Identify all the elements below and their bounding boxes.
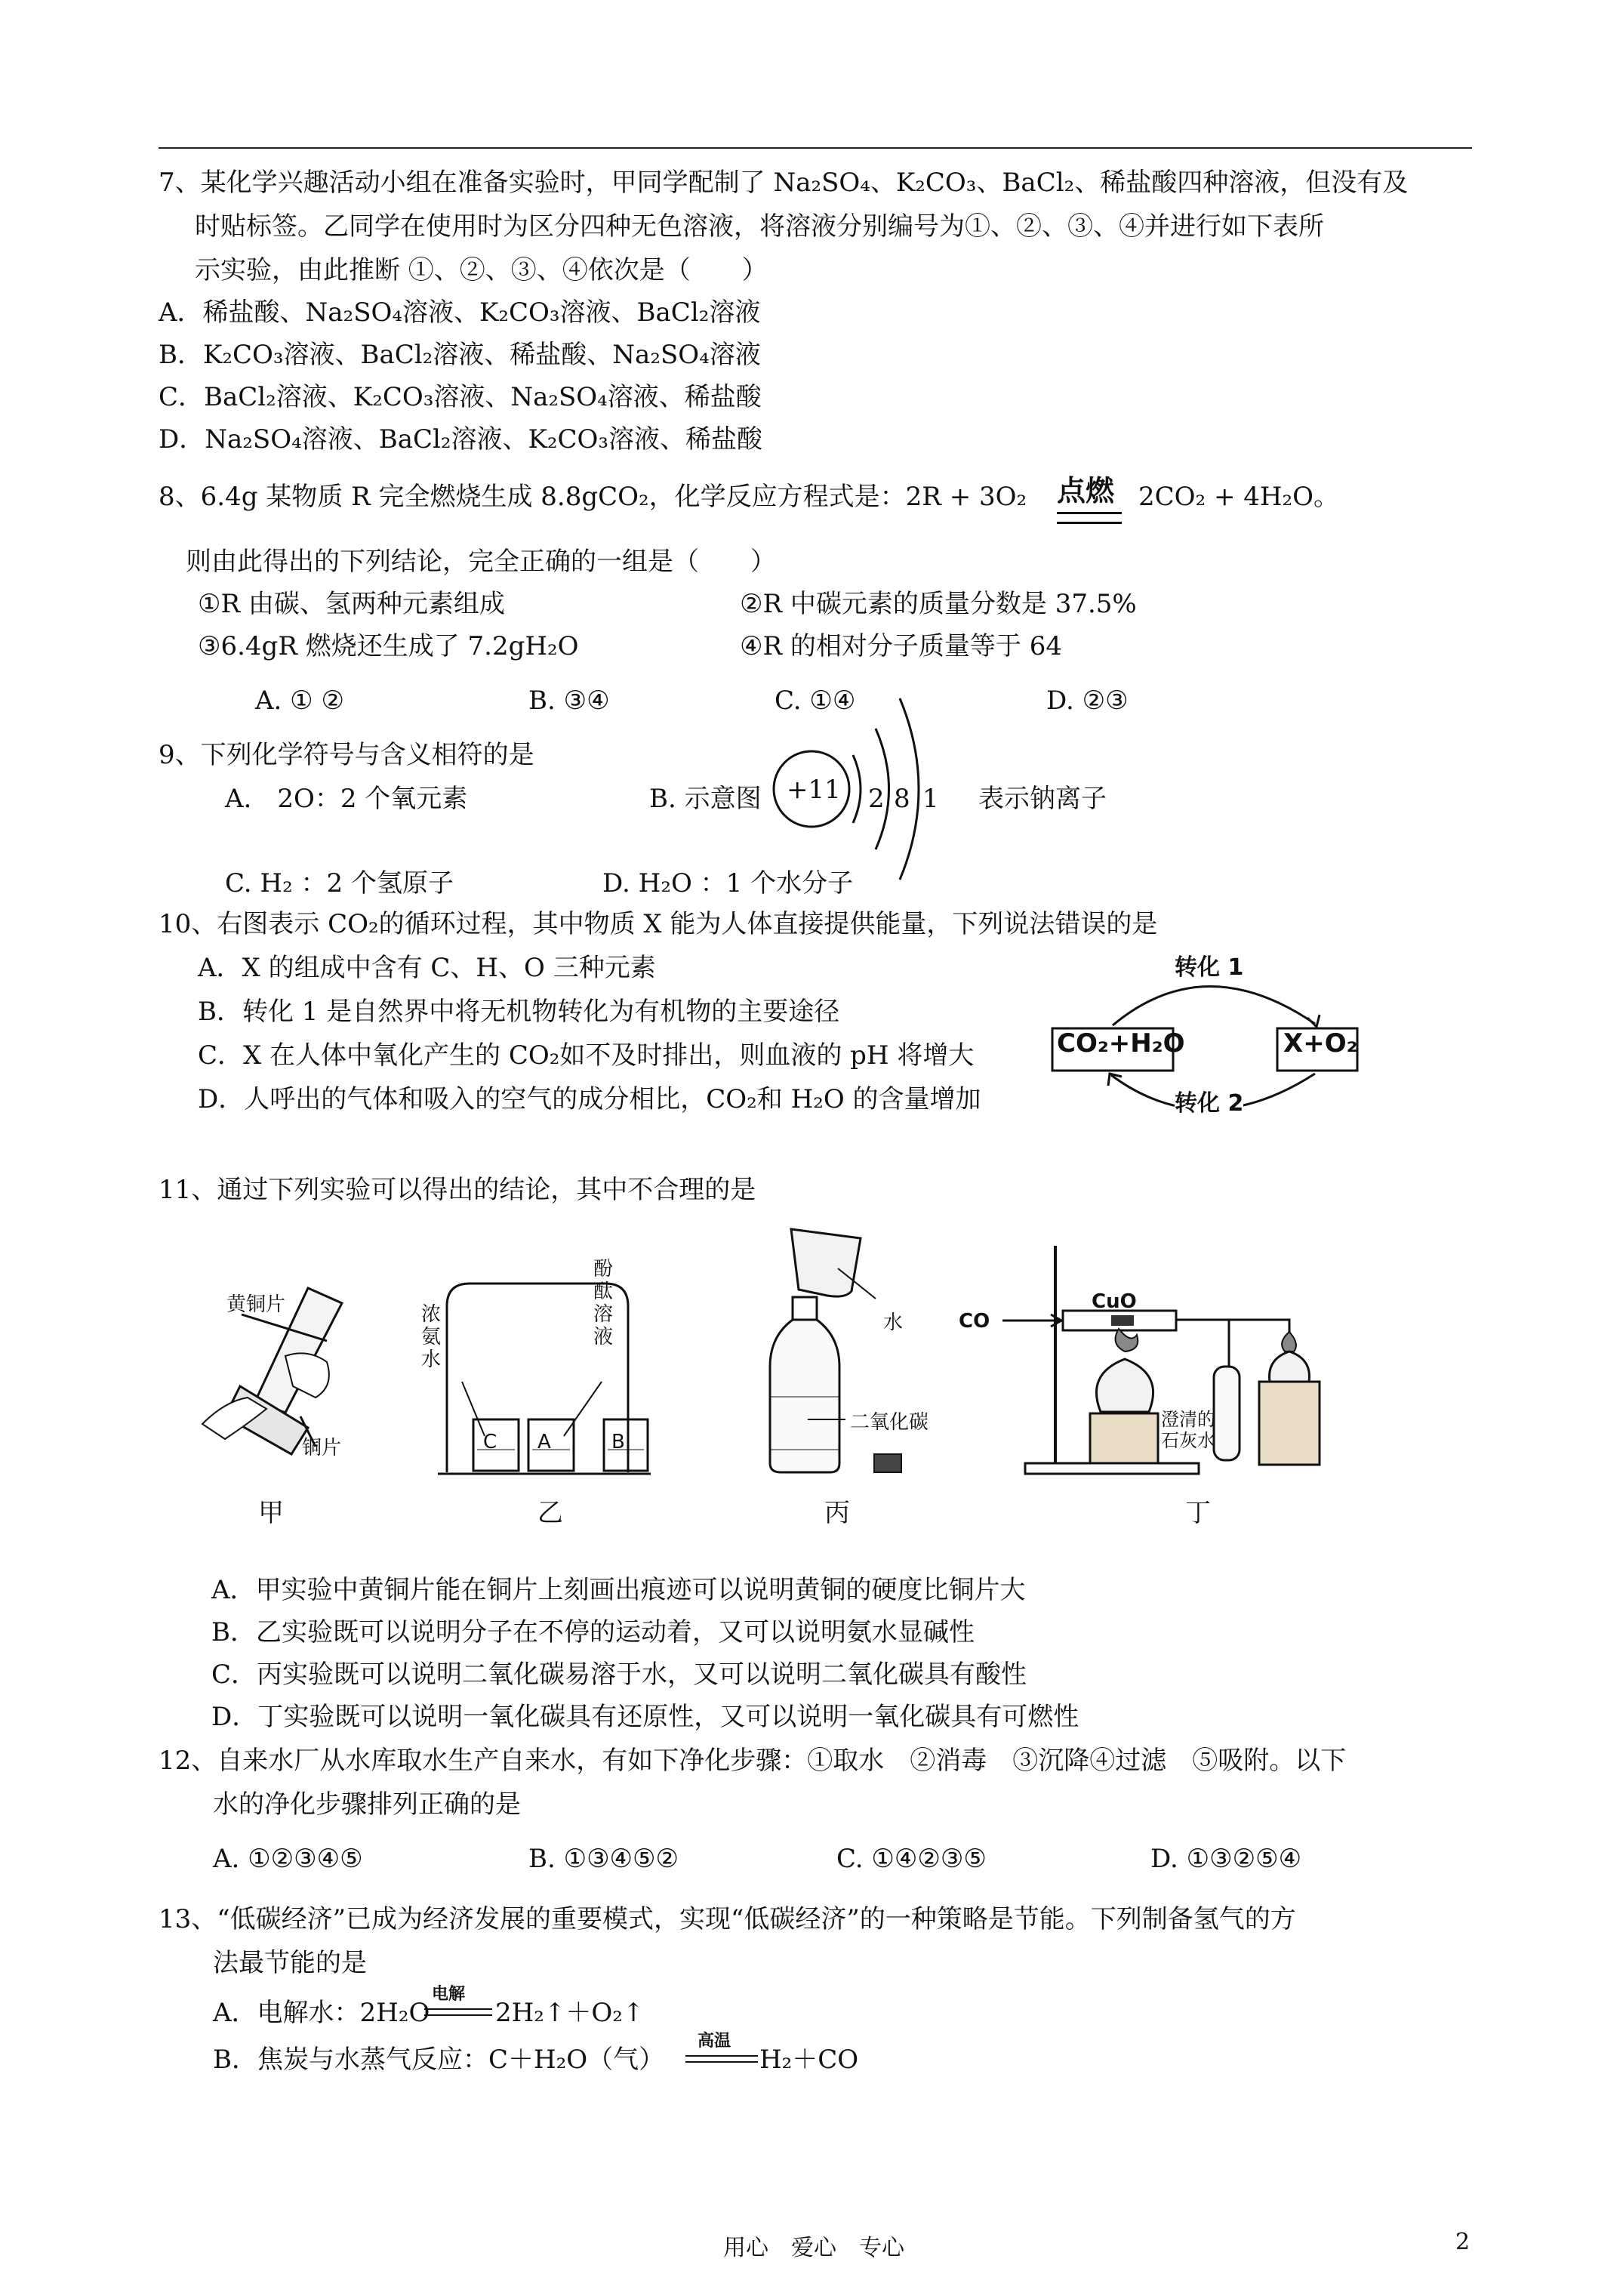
q9-option-a: A. 2O：2 个氧元素	[225, 784, 468, 814]
water-beaker	[791, 1229, 861, 1296]
q11-stem: 11、通过下列实验可以得出的结论，其中不合理的是	[159, 1175, 756, 1205]
q12-option-b: B. ①③④⑤②	[528, 1844, 679, 1874]
q12-stem-line1: 12、自来水厂从水库取水生产自来水，有如下净化步骤：①取水 ②消毒 ③沉降④过滤 ⑤吸附。以下	[159, 1746, 1347, 1776]
nucleus-charge: +11	[787, 775, 841, 805]
q8-conclusion-3: ③6.4gR 燃烧还生成了 7.2gH₂O	[198, 631, 579, 661]
q13-stem-line2: 法最节能的是	[213, 1948, 367, 1978]
q12-option-c: C. ①④②③⑤	[836, 1844, 987, 1874]
q9-option-b-prefix: B. 示意图	[649, 784, 762, 814]
q10-stem: 10、右图表示 CO₂的循环过程，其中物质 X 能为人体直接提供能量，下列说法错误的是	[159, 909, 1158, 939]
q13-option-a-condition: 电解	[432, 1985, 466, 2004]
fig-bing-water-label: 水	[883, 1311, 904, 1334]
fig-yi-phenolphthalein-label: 酚酞溶液	[593, 1258, 614, 1348]
cycle-right-label: X+O₂	[1283, 1028, 1358, 1059]
fig-bing-co2-bottle	[755, 1223, 936, 1480]
cycle-bottom-label: 转化 2	[1175, 1087, 1243, 1120]
cycle-top-arrowhead	[1307, 1015, 1320, 1027]
q9-option-d: D. H₂O ：1 个水分子	[602, 868, 854, 898]
q11-option-a: A．甲实验中黄铜片能在铜片上刻画出痕迹可以说明黄铜的硬度比铜片大	[211, 1575, 1026, 1605]
fig-yi-beaker-c-label: C	[483, 1431, 497, 1453]
iron-stand-base	[1025, 1463, 1199, 1474]
phenolphthalein-pointer	[564, 1382, 602, 1436]
fig-ding-limewater-label: 澄清的石灰水	[1161, 1409, 1215, 1451]
fig-yi-beaker-a-label: A	[537, 1431, 551, 1453]
q7-option-a: A．稀盐酸、Na₂SO₄溶液、K₂CO₃溶液、BaCl₂溶液	[159, 297, 761, 328]
alcohol-lamp	[1096, 1359, 1153, 1412]
beaker-a	[528, 1419, 574, 1471]
q7-option-c: C．BaCl₂溶液、K₂CO₃溶液、Na₂SO₄溶液、稀盐酸	[159, 382, 762, 412]
q11-option-d: D．丁实验既可以说明一氧化碳具有还原性，又可以说明一氧化碳具有可燃性	[211, 1702, 1079, 1732]
fig-yi-beaker-b-label: B	[611, 1431, 625, 1453]
q8-option-d: D. ②③	[1046, 686, 1129, 716]
q7-stem-line1: 7、某化学兴趣活动小组在准备实验时，甲同学配制了 Na₂SO₄、K₂CO₃、BaCl₂、稀盐酸四种溶液，但没有及	[159, 168, 1409, 198]
q13-option-a-equals	[424, 2008, 492, 2016]
fig-jia-brass-label: 黄铜片	[226, 1293, 286, 1316]
cycle-bottom-arrowhead	[1108, 1074, 1122, 1086]
q13-option-b-condition: 高温	[698, 2032, 731, 2051]
fig-ding-caption: 丁	[1185, 1498, 1211, 1528]
q8-stem-line2: 则由此得出的下列结论，完全正确的一组是（ ）	[186, 547, 776, 577]
fig-yi-ammonia-label: 浓氨水	[421, 1303, 442, 1371]
q9-stem: 9、下列化学符号与含义相符的是	[159, 740, 534, 770]
q9-option-c: C. H₂ ：2 个氢原子	[225, 868, 454, 898]
q8-equal-sign	[1057, 512, 1122, 524]
q8-condition: 点燃	[1057, 473, 1115, 507]
q12-stem-line2: 水的净化步骤排列正确的是	[213, 1789, 521, 1820]
q7-stem-line2: 时贴标签。乙同学在使用时为区分四种无色溶液，将溶液分别编号为①、②、③、④并进行如下表所	[195, 211, 1324, 242]
q7-option-b: B．K₂CO₃溶液、BaCl₂溶液、稀盐酸、Na₂SO₄溶液	[159, 340, 761, 370]
fig-yi-caption: 乙	[537, 1498, 563, 1528]
footer-motto: 用心 爱心 专心	[723, 2235, 904, 2261]
fig-bing-co2-label: 二氧化碳	[850, 1411, 929, 1434]
header-rule	[159, 147, 1472, 149]
q8-conclusion-4: ④R 的相对分子质量等于 64	[740, 631, 1062, 661]
q8-conclusion-2: ②R 中碳元素的质量分数是 37.5%	[740, 589, 1137, 619]
burning-co-flame	[1282, 1332, 1296, 1351]
q12-option-d: D. ①③②⑤④	[1150, 1844, 1302, 1874]
fig-ding-co-reduction	[957, 1238, 1350, 1480]
q10-option-b: B．转化 1 是自然界中将无机物转化为有机物的主要途径	[198, 997, 840, 1027]
q7-option-d: D．Na₂SO₄溶液、BaCl₂溶液、K₂CO₃溶液、稀盐酸	[159, 424, 763, 455]
wooden-block-right	[1259, 1382, 1320, 1465]
fig-jia-caption: 甲	[258, 1498, 284, 1528]
q12-option-a: A. ①②③④⑤	[213, 1844, 363, 1874]
q13-option-a-products: 2H₂↑＋O₂↑	[495, 1998, 645, 2028]
q11-option-c: C．丙实验既可以说明二氧化碳易溶于水，又可以说明二氧化碳具有酸性	[211, 1660, 1027, 1690]
q8-option-c: C. ①④	[775, 686, 856, 716]
q13-option-a-prefix: A．电解水：2H₂O	[213, 1998, 430, 2028]
fig-jia-copper-label: 铜片	[302, 1437, 342, 1459]
exhaust-tube	[1229, 1320, 1289, 1336]
fig-ding-cuo-label: CuO	[1092, 1290, 1137, 1313]
shell-electrons-1: 2	[868, 784, 885, 814]
shell-electrons-3: 1	[922, 784, 939, 814]
q10-option-d: D．人呼出的气体和吸入的空气的成分相比，CO₂和 H₂O 的含量增加	[198, 1084, 981, 1114]
bottle-cap	[874, 1454, 901, 1472]
q11-option-b: B．乙实验既可以说明分子在不停的运动着，又可以说明氨水显碱性	[211, 1617, 975, 1647]
q10-option-c: C．X 在人体中氧化产生的 CO₂如不及时排出，则血液的 pH 将增大	[198, 1040, 975, 1071]
page-number: 2	[1455, 2229, 1471, 2255]
beaker-b	[604, 1419, 648, 1471]
bottle-neck	[793, 1297, 817, 1320]
test-tube	[1214, 1367, 1240, 1460]
q13-option-b-products: H₂＋CO	[759, 2045, 859, 2075]
q8-option-b: B. ③④	[528, 686, 610, 716]
q13-option-b-prefix: B．焦炭与水蒸气反应：C＋H₂O（气）	[213, 2045, 665, 2075]
q8-option-a: A. ① ②	[255, 686, 344, 716]
q7-stem-line3: 示实验，由此推断 ①、②、③、④依次是（ ）	[195, 255, 768, 285]
q8-conclusion-1: ①R 由碳、氢两种元素组成	[198, 589, 505, 619]
fig-bing-caption: 丙	[824, 1498, 850, 1528]
q8-stem-left: 8、6.4g 某物质 R 完全燃烧生成 8.8gCO₂，化学反应方程式是：2R + 3O₂	[159, 482, 1027, 512]
cycle-left-label: CO₂+H₂O	[1057, 1028, 1185, 1059]
burner-flame	[1116, 1329, 1138, 1351]
electron-shell-1	[853, 755, 861, 823]
q13-stem-line1: 13、“低碳经济”已成为经济发展的重要模式，实现“低碳经济”的一种策略是节能。下列制备氢气的方	[159, 1904, 1296, 1934]
cycle-top-arrow	[1113, 986, 1315, 1025]
wooden-block-left	[1090, 1413, 1158, 1463]
fig-ding-co-label: CO	[959, 1310, 990, 1333]
alcohol-lamp-right	[1270, 1351, 1310, 1382]
q8-stem-right: 2CO₂ + 4H₂O。	[1138, 482, 1340, 512]
q13-option-b-equals	[685, 2055, 758, 2063]
q9-option-b-suffix: 表示钠离子	[978, 784, 1107, 814]
cycle-top-label: 转化 1	[1175, 951, 1243, 985]
q10-option-a: A．X 的组成中含有 C、H、O 三种元素	[198, 953, 656, 983]
shell-electrons-2: 8	[894, 784, 910, 814]
